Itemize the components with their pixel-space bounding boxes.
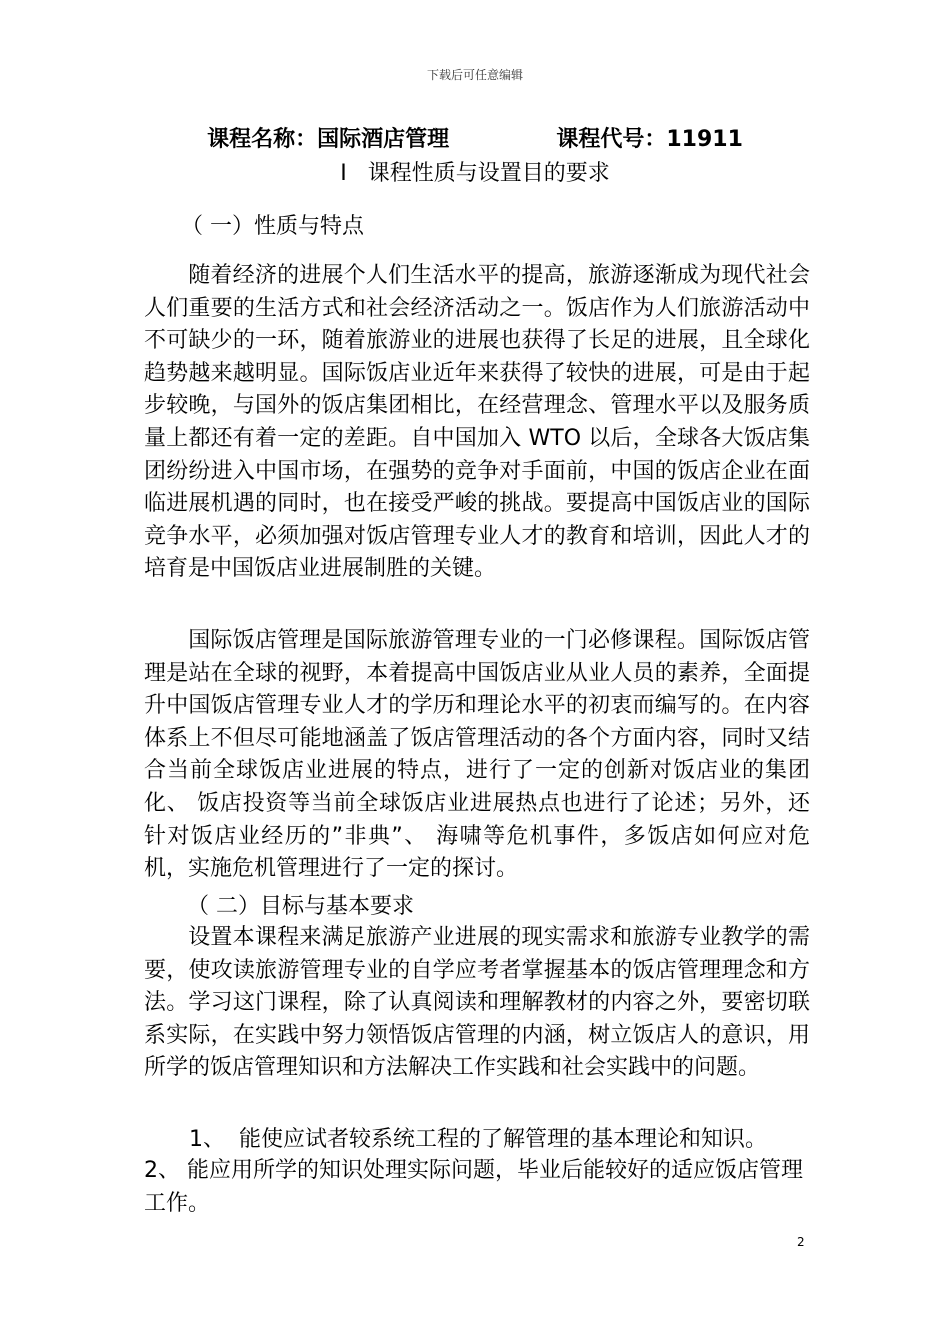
subheading-goals: （ 二）目标与基本要求 (187, 894, 414, 919)
paragraph-3-text: 设置本课程来满足旅游产业进展的现实需求和旅游专业教学的需要，使攻读旅游管理专业的自学应考者掌握基本的饭店管理理念和方法。学习这门课程，除了认真阅读和理解教材的内容之外，要密切联系实际，在实践中努力领悟饭店管理的内涵，树立饭店人的意识，用所学的饭店管理知识和方法解决工作实践和社会实践中的问题。 (144, 925, 810, 1081)
paragraph-2-text: 国际饭店管理是国际旅游管理专业的一门必修课程。国际饭店管理是站在全球的视野，本着提高中国饭店业从业人员的素养，全面提升中国饭店管理专业人才的学历和理论水平的初衷而编写的。在内容体系上不但尽可能地涵盖了饭店管理活动的各个方面内容，同时又结合当前全球饭店业进展的特点，进行了一定的创新对饭店业的集团化、 饭店投资等当前全球饭店业进展热点也进行了论述；另外，还针对饭店业经历的”非典”、 海啸等危机事件，多饭店如何应对危机，实施危机管理进行了一定的探讨。 (144, 628, 810, 882)
paragraph-2 (144, 625, 810, 886)
page-number: 2 (797, 1235, 805, 1249)
list-item-2-text: 2、 能应用所学的知识处理实际问题，毕业后能较好的适应饭店管理工作。 (144, 1158, 803, 1216)
course-title-line: 课程名称：国际酒店管理 课程代号：11911 (207, 127, 743, 152)
list-item-1: 1、 能使应试者较系统工程的了解管理的基本理论和知识。 (189, 1127, 767, 1152)
paragraph-1 (144, 260, 810, 586)
section-title: Ⅰ 课程性质与设置目的要求 (340, 161, 610, 186)
paragraph-3 (144, 922, 810, 1085)
list-item-2 (144, 1155, 810, 1220)
paragraph-1-text: 随着经济的进展个人们生活水平的提高，旅游逐渐成为现代社会人们重要的生活方式和社会经济活动之一。饭店作为人们旅游活动中不可缺少的一环，随着旅游业的进展也获得了长足的进展，且全球化趋势越来越明显。国际饭店业近年来获得了较快的进展，可是由于起步较晚，与国外的饭店集团相比，在经营理念、管理水平以及服务质量上都还有着一定的差距。自中国加入 WTO 以后，全球各大饭店集团纷纷进入中国市场，在强势的竞争对手面前，中国的饭店企业在面临进展机遇的同时，也在接受严峻的挑战。要提高中国饭店业的国际竞争水平，必须加强对饭店管理专业人才的教育和培训，因此人才的培育是中国饭店业进展制胜的关键。 (144, 263, 810, 582)
subheading-nature: （ 一）性质与特点 (181, 214, 364, 239)
page-header-note: 下载后可任意编辑 (426, 68, 523, 82)
